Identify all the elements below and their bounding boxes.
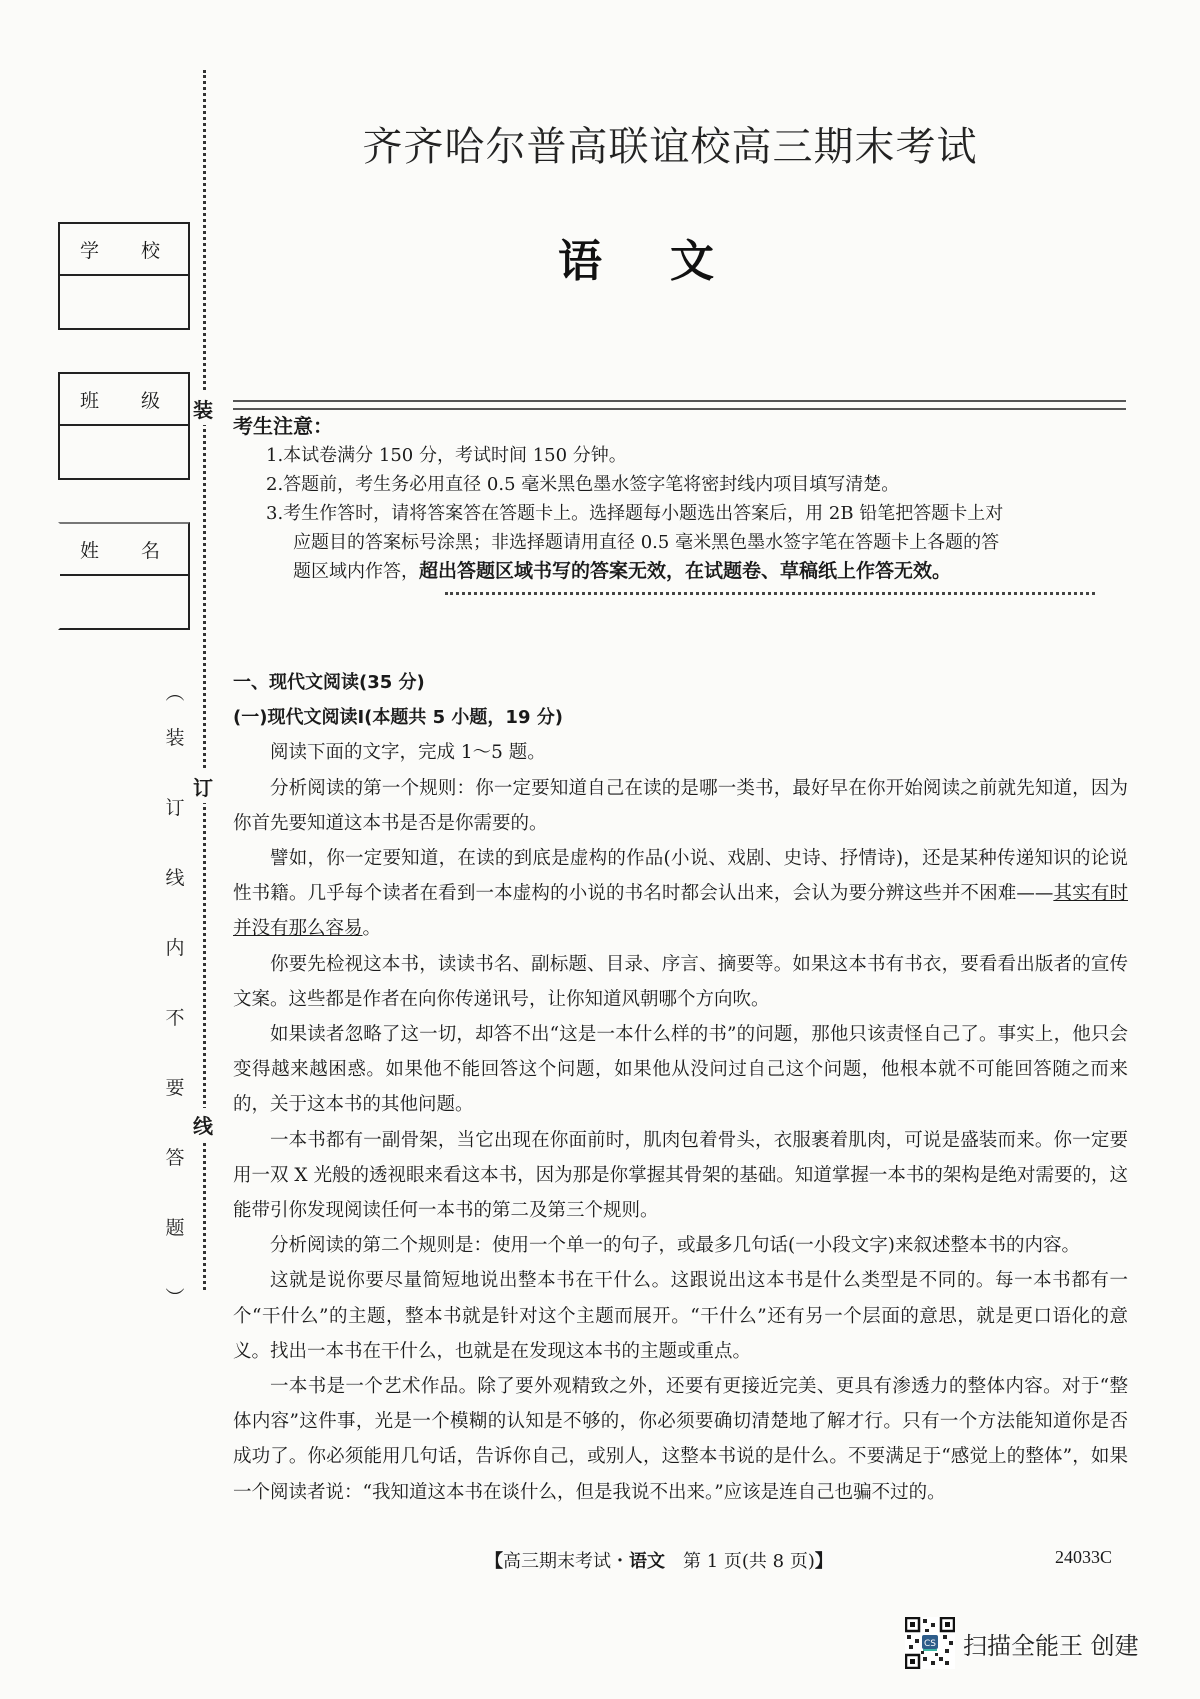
- notice-plain-text: 题区域内作答，: [293, 561, 419, 582]
- footer-exam-name: 高三期末考试・: [503, 1551, 629, 1572]
- school-field-input[interactable]: [60, 276, 188, 328]
- notice-item-3-cont: 应题目的答案标号涂黑；非选择题请用直径 0.5 毫米黑色墨水签字笔在答题卡上各题的答: [293, 532, 1000, 553]
- binding-warning: [160, 678, 190, 1353]
- paragraph: 一本书是一个艺术作品。除了要外观精致之外，还要有更接近完美、更具有渗透力的整体内容。对于“整体内容”这件事，光是一个模糊的认知是不够的，你必须要确切清楚地了解才行。只有一个方法能知道你是否成功了。你必须能用几句话，告诉你自己，或别人，这整本书说的是什么。不要满足于“感觉上的整体”，如果一个阅读者说：“我知道这本书在谈什么，但是我说不出来。”应该是连自己也骗不过的。: [233, 1376, 1128, 1503]
- notice-item-1: 1.本试卷满分 150 分，考试时间 150 分钟。: [266, 445, 627, 466]
- exam-notice: [233, 412, 1123, 586]
- paragraph: 分析阅读的第二个规则是：使用一个单一的句子，或最多几句话(一小段文字)来叙述整本书的内容。: [270, 1235, 1080, 1257]
- page-footer: [485, 1547, 833, 1573]
- name-field-label: 姓 名: [60, 524, 188, 576]
- name-field-input[interactable]: [60, 576, 188, 628]
- binding-char-xian: 线: [193, 1108, 213, 1141]
- school-field-box[interactable]: [58, 222, 190, 330]
- footer-bracket-close: 】: [814, 1551, 833, 1572]
- section-subheading: (一)现代文阅读Ⅰ(本题共 5 小题，19 分): [233, 707, 563, 729]
- scanner-watermark: [905, 1617, 1139, 1669]
- paragraph: [233, 841, 1128, 947]
- paragraph-text: 譬如，你一定要知道，在读的到底是虚构的作品(小说、戏剧、史诗、抒情诗)，还是某种传递知识的论说性书籍。几乎每个读者在看到一本虚构的小说的书名时都会认出来，会认为要分辨这些并不困难——: [233, 848, 1128, 905]
- warning-char: 订: [165, 797, 185, 819]
- class-field-input[interactable]: [60, 426, 188, 478]
- warning-char: 线: [165, 867, 185, 889]
- footer-bracket-open: 【: [485, 1551, 503, 1572]
- warning-char: 内: [165, 937, 185, 959]
- warning-char: ︵: [165, 682, 185, 704]
- warning-char: 答: [165, 1147, 185, 1169]
- qr-badge: CS: [924, 1639, 936, 1649]
- name-field-box[interactable]: [58, 522, 190, 630]
- school-field-label: 学 校: [60, 224, 188, 276]
- notice-item-3: 3.考生作答时，请将答案答在答题卡上。选择题每小题选出答案后，用 2B 铅笔把答题卡上对: [266, 503, 1004, 524]
- header-divider: [233, 400, 1126, 410]
- instruction: 阅读下面的文字，完成 1～5 题。: [270, 742, 546, 764]
- emphasis-dots: [445, 592, 1095, 595]
- class-field-box[interactable]: [58, 372, 190, 480]
- warning-char: 要: [165, 1077, 185, 1099]
- notice-item-2: 2.答题前，考生务必用直径 0.5 毫米黑色墨水签字笔将密封线内项目填写清楚。: [266, 474, 900, 495]
- notice-item-3-cont2: [233, 557, 1123, 586]
- warning-char: 不: [165, 1007, 185, 1029]
- paragraph: 这就是说你要尽量简短地说出整本书在干什么。这跟说出这本书是什么类型是不同的。每一本书都有一个“干什么”的主题，整本书就是针对这个主题而展开。“干什么”还有另一个层面的意思，就是更口语化的意义。找出一本书在干什么，也就是在发现这本书的主题或重点。: [233, 1270, 1128, 1362]
- warning-char: 装: [165, 727, 185, 749]
- paragraph-tail: 。: [362, 918, 382, 940]
- warning-char: 题: [165, 1217, 185, 1239]
- qr-code-icon: [905, 1617, 955, 1669]
- reading-section: [233, 665, 1128, 1510]
- binding-char-zhuang: 装: [193, 392, 213, 425]
- class-field-label: 班 级: [60, 374, 188, 426]
- page-title: 齐齐哈尔普高联谊校高三期末考试: [362, 124, 978, 170]
- notice-title: 考生注意：: [233, 414, 333, 438]
- binding-char-ding: 订: [193, 770, 213, 803]
- underlined-phrase: 其实有时并没有那么容易: [233, 883, 1128, 940]
- exam-code: 24033C: [1055, 1547, 1113, 1567]
- binding-dotted-line: [203, 70, 206, 1290]
- footer-subject: 语文: [629, 1551, 665, 1572]
- paragraph: 如果读者忽略了这一切，却答不出“这是一本什么样的书”的问题，那他只该责怪自己了。事实上，他只会变得越来越困惑。如果他不能回答这个问题，如果他从没问过自己这个问题，他根本就不可能回答随之而来的，关于这本书的其他问题。: [233, 1024, 1128, 1116]
- footer-page-info: 第 1 页(共 8 页): [665, 1551, 815, 1572]
- subject-title: 语文: [558, 236, 782, 287]
- section-heading: 一、现代文阅读(35 分): [233, 672, 425, 693]
- paragraph: 你要先检视这本书，读读书名、副标题、目录、序言、摘要等。如果这本书有书衣，要看看出版者的宣传文案。这些都是作者在向你传递讯号，让你知道风朝哪个方向吹。: [233, 953, 1128, 1010]
- paragraph: 一本书都有一副骨架，当它出现在你面前时，肌肉包着骨头，衣服裹着肌肉，可说是盛装而来。你一定要用一双 X 光般的透视眼来看这本书，因为那是你掌握其骨架的基础。知道掌握一本书的架构是绝对需要的，这能带引你发现阅读任何一本书的第二及第三个规则。: [233, 1129, 1128, 1222]
- warning-char: ︶: [165, 1287, 185, 1309]
- paragraph: 分析阅读的第一个规则：你一定要知道自己在读的是哪一类书，最好早在你开始阅读之前就先知道，因为你首先要知道这本书是否是你需要的。: [233, 777, 1128, 834]
- notice-emphasis: 超出答题区域书写的答案无效，在试题卷、草稿纸上作答无效。: [419, 560, 952, 582]
- scanner-label: 扫描全能王 创建: [963, 1631, 1139, 1660]
